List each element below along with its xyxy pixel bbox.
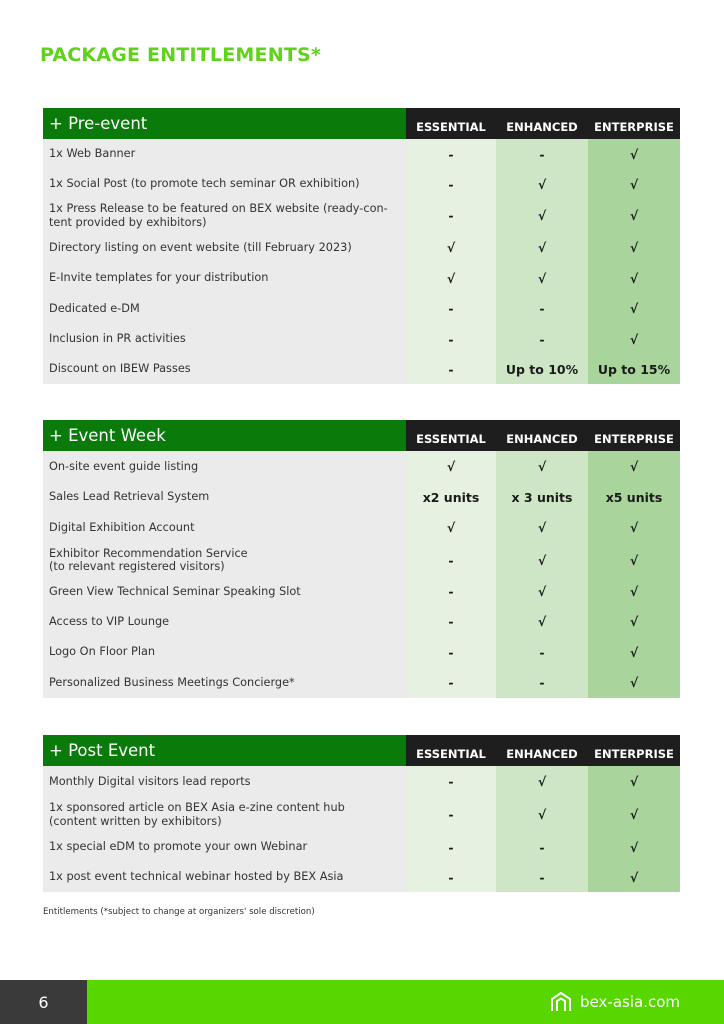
row-label: Access to VIP Lounge xyxy=(43,606,406,637)
column-header-essential: ESSENTIAL xyxy=(406,108,496,139)
house-outline-icon xyxy=(550,991,572,1013)
cell-enterprise: √ xyxy=(588,862,680,892)
section-title: + Post Event xyxy=(43,735,406,766)
cell-enhanced: √ xyxy=(496,766,588,797)
cell-essential: √ xyxy=(406,451,496,482)
cell-enhanced: x 3 units xyxy=(496,482,588,512)
cell-essential: - xyxy=(406,354,496,384)
section-title: + Event Week xyxy=(43,420,406,451)
cell-enterprise: √ xyxy=(588,169,680,199)
section-title: + Pre-event xyxy=(43,108,406,139)
cell-enterprise: √ xyxy=(588,637,680,667)
column-header-enhanced: ENHANCED xyxy=(496,420,588,451)
table-row xyxy=(43,667,680,698)
footnote: Entitlements (*subject to change at organizers' sole discretion) xyxy=(43,907,315,917)
table-row xyxy=(43,606,680,637)
column-header-enterprise: ENTERPRISE xyxy=(588,735,680,766)
column-header-enterprise: ENTERPRISE xyxy=(588,420,680,451)
row-label: Inclusion in PR activities xyxy=(43,324,406,354)
row-label: 1x special eDM to promote your own Webinar xyxy=(43,832,406,862)
cell-essential: √ xyxy=(406,512,496,543)
row-label: Discount on IBEW Passes xyxy=(43,354,406,384)
table-row xyxy=(43,512,680,543)
cell-enterprise: √ xyxy=(588,324,680,354)
cell-essential: - xyxy=(406,797,496,832)
cell-enhanced: √ xyxy=(496,232,588,263)
cell-essential: - xyxy=(406,543,496,577)
column-header-enhanced: ENHANCED xyxy=(496,108,588,139)
row-label: Green View Technical Seminar Speaking Slot xyxy=(43,577,406,606)
row-label: Sales Lead Retrieval System xyxy=(43,482,406,512)
row-label: 1x Web Banner xyxy=(43,139,406,169)
cell-enhanced: √ xyxy=(496,797,588,832)
cell-enhanced: - xyxy=(496,324,588,354)
table-row xyxy=(43,862,680,892)
row-label: Monthly Digital visitors lead reports xyxy=(43,766,406,797)
cell-essential: - xyxy=(406,667,496,698)
table-row xyxy=(43,577,680,606)
cell-essential: - xyxy=(406,199,496,232)
cell-essential: √ xyxy=(406,232,496,263)
cell-enhanced: - xyxy=(496,667,588,698)
cell-enhanced: √ xyxy=(496,606,588,637)
cell-enhanced: - xyxy=(496,832,588,862)
table-row xyxy=(43,482,680,512)
row-label: On-site event guide listing xyxy=(43,451,406,482)
column-header-enhanced: ENHANCED xyxy=(496,735,588,766)
cell-essential: - xyxy=(406,169,496,199)
row-label: Logo On Floor Plan xyxy=(43,637,406,667)
cell-essential: - xyxy=(406,637,496,667)
table-row xyxy=(43,832,680,862)
row-label: Exhibitor Recommendation Service (to relevant registered visitors) xyxy=(43,543,406,577)
cell-enterprise: √ xyxy=(588,263,680,293)
cell-enterprise: √ xyxy=(588,606,680,637)
table-row xyxy=(43,324,680,354)
cell-enterprise: √ xyxy=(588,293,680,324)
table-row xyxy=(43,293,680,324)
section-header xyxy=(43,108,680,139)
cell-enhanced: - xyxy=(496,293,588,324)
cell-enterprise: √ xyxy=(588,832,680,862)
page-title: PACKAGE ENTITLEMENTS* xyxy=(40,44,321,66)
entitlement-table xyxy=(43,735,680,892)
table-row xyxy=(43,797,680,832)
entitlement-table xyxy=(43,420,680,698)
cell-essential: x2 units xyxy=(406,482,496,512)
cell-essential: - xyxy=(406,862,496,892)
cell-enterprise: √ xyxy=(588,232,680,263)
cell-essential: - xyxy=(406,832,496,862)
column-header-enterprise: ENTERPRISE xyxy=(588,108,680,139)
cell-enterprise: √ xyxy=(588,797,680,832)
page-number: 6 xyxy=(0,980,87,1024)
table-row xyxy=(43,451,680,482)
cell-enhanced: - xyxy=(496,637,588,667)
table-row xyxy=(43,543,680,577)
table-row xyxy=(43,263,680,293)
cell-enhanced: √ xyxy=(496,199,588,232)
cell-essential: √ xyxy=(406,263,496,293)
table-row xyxy=(43,169,680,199)
cell-enhanced: √ xyxy=(496,169,588,199)
table-row xyxy=(43,199,680,232)
cell-enterprise: √ xyxy=(588,667,680,698)
section-header xyxy=(43,735,680,766)
section-header xyxy=(43,420,680,451)
cell-enterprise: √ xyxy=(588,512,680,543)
row-label: 1x post event technical webinar hosted by BEX Asia xyxy=(43,862,406,892)
row-label: 1x sponsored article on BEX Asia e-zine content hub (content written by exhibitors) xyxy=(43,797,406,832)
table-row xyxy=(43,766,680,797)
cell-enterprise: √ xyxy=(588,451,680,482)
cell-enhanced: - xyxy=(496,862,588,892)
cell-essential: - xyxy=(406,577,496,606)
cell-enterprise: √ xyxy=(588,543,680,577)
table-row xyxy=(43,354,680,384)
entitlement-table xyxy=(43,108,680,384)
cell-enhanced: √ xyxy=(496,512,588,543)
row-label: Personalized Business Meetings Concierge* xyxy=(43,667,406,698)
footer-bar xyxy=(87,980,724,1024)
cell-enhanced: √ xyxy=(496,451,588,482)
cell-enhanced: √ xyxy=(496,543,588,577)
cell-essential: - xyxy=(406,139,496,169)
cell-enterprise: Up to 15% xyxy=(588,354,680,384)
row-label: Dedicated e-DM xyxy=(43,293,406,324)
cell-enhanced: √ xyxy=(496,263,588,293)
website-link[interactable]: bex-asia.com xyxy=(580,993,680,1011)
row-label: 1x Social Post (to promote tech seminar OR exhibition) xyxy=(43,169,406,199)
cell-enhanced: - xyxy=(496,139,588,169)
column-header-essential: ESSENTIAL xyxy=(406,420,496,451)
cell-essential: - xyxy=(406,293,496,324)
cell-enhanced: Up to 10% xyxy=(496,354,588,384)
cell-enterprise: √ xyxy=(588,139,680,169)
cell-essential: - xyxy=(406,324,496,354)
row-label: Directory listing on event website (till February 2023) xyxy=(43,232,406,263)
row-label: E-Invite templates for your distribution xyxy=(43,263,406,293)
cell-essential: - xyxy=(406,766,496,797)
cell-enterprise: x5 units xyxy=(588,482,680,512)
row-label: Digital Exhibition Account xyxy=(43,512,406,543)
cell-enterprise: √ xyxy=(588,766,680,797)
cell-essential: - xyxy=(406,606,496,637)
table-row xyxy=(43,637,680,667)
row-label: 1x Press Release to be featured on BEX website (ready-con- tent provided by exhibitors) xyxy=(43,199,406,232)
page-footer xyxy=(0,980,724,1024)
table-row xyxy=(43,139,680,169)
table-row xyxy=(43,232,680,263)
cell-enterprise: √ xyxy=(588,577,680,606)
cell-enterprise: √ xyxy=(588,199,680,232)
column-header-essential: ESSENTIAL xyxy=(406,735,496,766)
cell-enhanced: √ xyxy=(496,577,588,606)
